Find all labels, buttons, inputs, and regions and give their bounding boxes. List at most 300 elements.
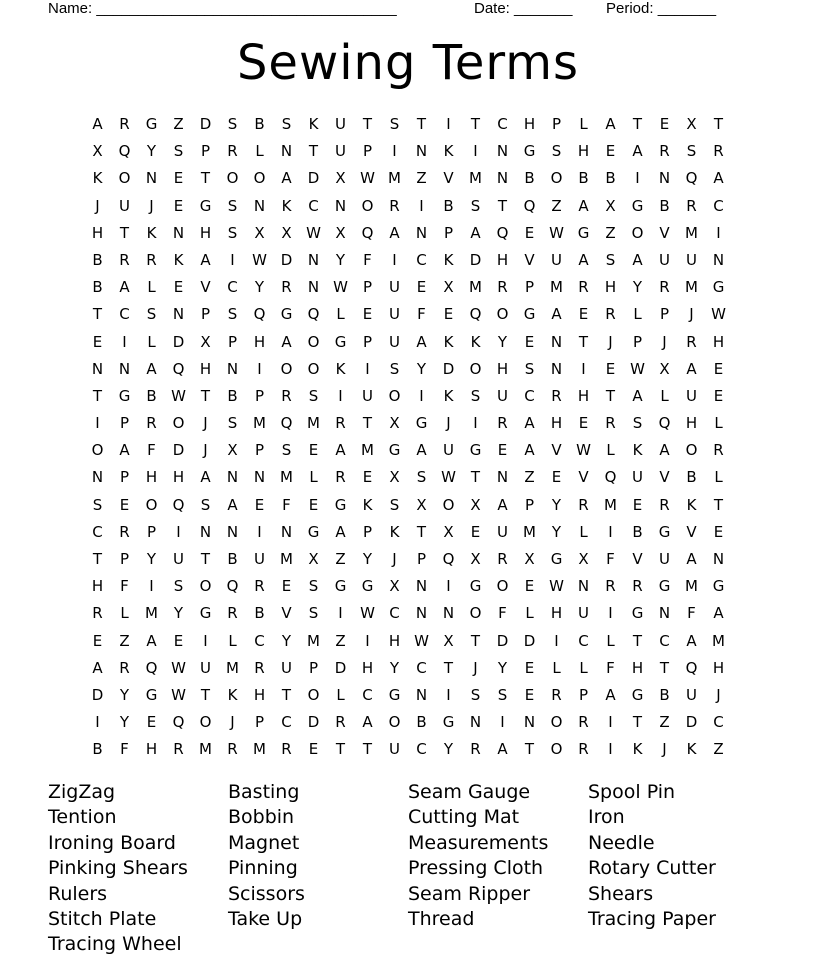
grid-letter: P	[119, 414, 130, 433]
grid-letter: A	[686, 359, 697, 378]
grid-letter: S	[524, 359, 535, 378]
grid-letter: K	[308, 115, 319, 133]
grid-letter: A	[119, 441, 130, 460]
grid-letter: N	[442, 604, 455, 623]
grid-letter: S	[686, 142, 697, 161]
grid-letter: E	[524, 332, 535, 351]
grid-letter: T	[659, 658, 670, 677]
grid-letter: E	[254, 495, 265, 514]
header	[48, 0, 768, 20]
grid-letter: E	[362, 468, 373, 487]
grid-letter: A	[686, 550, 697, 568]
grid-letter: I	[338, 386, 343, 405]
grid-letter: V	[443, 169, 454, 188]
grid-letter: M	[550, 278, 563, 297]
grid-letter: O	[307, 359, 320, 378]
grid-letter: L	[147, 278, 156, 297]
grid-letter: I	[365, 359, 370, 378]
grid-letter: R	[497, 278, 508, 297]
grid-letter: R	[254, 658, 265, 677]
grid-letter: H	[550, 414, 563, 433]
grid-letter: P	[227, 332, 238, 351]
grid-letter: C	[281, 713, 292, 732]
grid-letter: F	[606, 658, 615, 677]
grid-letter: C	[497, 115, 508, 133]
grid-letter: E	[173, 631, 184, 650]
grid-letter: S	[173, 142, 184, 161]
grid-letter: B	[605, 169, 616, 188]
grid-letter: N	[280, 142, 293, 161]
grid-letter: S	[308, 386, 319, 405]
grid-letter: U	[389, 740, 400, 759]
grid-letter: O	[91, 441, 104, 460]
grid-letter: E	[443, 305, 454, 324]
grid-letter: I	[149, 577, 154, 596]
word-bank-item: Pinning	[228, 857, 298, 880]
grid-letter: O	[199, 577, 212, 596]
grid-letter: M	[361, 441, 374, 460]
grid-letter: K	[227, 685, 238, 704]
grid-letter: U	[686, 250, 697, 269]
grid-letter: V	[551, 441, 562, 460]
grid-letter: A	[605, 115, 616, 133]
grid-letter: A	[146, 631, 157, 650]
grid-letter: H	[145, 468, 158, 487]
grid-letter: S	[227, 305, 238, 324]
grid-letter: H	[199, 359, 212, 378]
grid-letter: N	[172, 305, 185, 324]
grid-letter: U	[119, 196, 130, 215]
grid-letter: I	[338, 604, 343, 623]
grid-letter: G	[118, 386, 131, 405]
grid-letter: T	[362, 414, 373, 433]
grid-letter: R	[605, 414, 616, 433]
word-bank-item: Basting	[228, 781, 300, 803]
grid-letter: W	[441, 468, 456, 487]
grid-letter: A	[200, 468, 211, 487]
grid-letter: X	[92, 142, 103, 161]
grid-letter: X	[578, 550, 589, 568]
grid-letter: L	[579, 522, 588, 541]
grid-letter: Y	[551, 522, 562, 541]
grid-letter: N	[253, 196, 266, 215]
grid-letter: R	[605, 305, 616, 324]
grid-letter: V	[524, 250, 535, 269]
grid-letter: J	[95, 196, 100, 215]
grid-letter: R	[659, 278, 670, 297]
grid-letter: H	[631, 658, 644, 677]
grid-letter: Z	[335, 631, 346, 650]
grid-letter: T	[200, 550, 211, 568]
grid-letter: Q	[685, 169, 698, 188]
grid-letter: M	[280, 468, 293, 487]
grid-letter: D	[172, 332, 185, 351]
word-bank-item: Needle	[588, 831, 655, 854]
grid-letter: M	[307, 414, 320, 433]
grid-letter: A	[146, 359, 157, 378]
grid-letter: N	[496, 169, 509, 188]
grid-letter: B	[92, 278, 103, 297]
grid-letter: P	[416, 550, 427, 568]
grid-letter: R	[335, 468, 346, 487]
grid-letter: W	[549, 577, 564, 596]
grid-letter: T	[713, 495, 724, 514]
grid-letter: I	[419, 196, 424, 215]
grid-letter: G	[415, 414, 428, 433]
grid-letter: O	[118, 169, 131, 188]
grid-letter: Y	[551, 495, 562, 514]
grid-letter: I	[95, 713, 100, 732]
grid-letter: Q	[523, 196, 536, 215]
grid-letter: Q	[118, 142, 131, 161]
grid-letter: W	[630, 359, 645, 378]
grid-letter: Q	[442, 550, 455, 568]
grid-letter: Y	[389, 658, 400, 677]
grid-letter: R	[686, 332, 697, 351]
grid-letter: R	[227, 604, 238, 623]
grid-letter: D	[469, 250, 482, 269]
grid-letter: P	[551, 115, 562, 133]
grid-letter: G	[577, 223, 590, 242]
grid-letter: R	[686, 196, 697, 215]
grid-letter: Q	[145, 658, 158, 677]
grid-letter: A	[632, 386, 643, 405]
grid-letter: T	[362, 115, 373, 133]
grid-letter: Q	[658, 414, 671, 433]
grid-letter: A	[659, 441, 670, 460]
grid-letter: L	[120, 604, 129, 623]
grid-letter: H	[685, 414, 698, 433]
grid-letter: E	[416, 278, 427, 297]
grid-letter: N	[253, 468, 266, 487]
grid-letter: P	[254, 386, 265, 405]
grid-letter: C	[416, 658, 427, 677]
grid-letter: P	[308, 658, 319, 677]
grid-letter: K	[686, 495, 697, 514]
grid-letter: C	[713, 713, 724, 732]
grid-letter: Z	[335, 550, 346, 568]
grid-letter: I	[581, 359, 586, 378]
grid-letter: I	[446, 685, 451, 704]
grid-letter: U	[389, 278, 400, 297]
grid-letter: L	[525, 604, 534, 623]
grid-letter: K	[146, 223, 157, 242]
grid-letter: U	[335, 115, 346, 133]
grid-letter: R	[497, 550, 508, 568]
grid-letter: N	[712, 250, 725, 269]
grid-letter: H	[577, 142, 590, 161]
grid-letter: M	[253, 414, 266, 433]
grid-letter: D	[280, 250, 293, 269]
grid-letter: T	[470, 115, 481, 133]
grid-letter: T	[632, 631, 643, 650]
grid-letter: E	[308, 495, 319, 514]
grid-letter: O	[685, 441, 698, 460]
word-bank-item: Seam Gauge	[408, 781, 531, 803]
grid-letter: E	[470, 522, 481, 541]
grid-letter: X	[227, 441, 238, 460]
grid-letter: I	[257, 522, 262, 541]
grid-letter: K	[281, 196, 292, 215]
grid-letter: O	[442, 495, 455, 514]
grid-letter: S	[173, 577, 184, 596]
grid-letter: R	[578, 495, 589, 514]
grid-letter: Y	[632, 278, 643, 297]
grid-letter: S	[497, 685, 508, 704]
grid-letter: H	[496, 359, 509, 378]
grid-letter: X	[200, 332, 211, 351]
grid-letter: A	[632, 142, 643, 161]
grid-letter: R	[470, 740, 481, 759]
grid-letter: P	[578, 685, 589, 704]
grid-letter: E	[119, 495, 130, 514]
grid-letter: G	[469, 441, 482, 460]
grid-letter: O	[199, 713, 212, 732]
grid-letter: C	[713, 196, 724, 215]
grid-letter: K	[443, 386, 454, 405]
grid-letter: P	[632, 332, 643, 351]
grid-letter: O	[496, 577, 509, 596]
grid-letter: W	[333, 278, 348, 297]
grid-letter: P	[119, 550, 130, 568]
word-bank-item: Rotary Cutter	[588, 857, 716, 880]
grid-letter: E	[362, 305, 373, 324]
grid-letter: G	[145, 115, 158, 133]
grid-letter: Q	[469, 305, 482, 324]
grid-letter: Z	[713, 740, 724, 759]
grid-letter: H	[523, 115, 536, 133]
grid-letter: Q	[172, 359, 185, 378]
grid-letter: N	[550, 332, 563, 351]
grid-letter: C	[389, 604, 400, 623]
grid-letter: Q	[496, 223, 509, 242]
grid-letter: T	[281, 685, 292, 704]
grid-letter: N	[577, 577, 590, 596]
grid-letter: Z	[416, 169, 427, 188]
grid-letter: O	[469, 359, 482, 378]
grid-letter: R	[281, 278, 292, 297]
grid-letter: R	[578, 278, 589, 297]
grid-letter: N	[307, 250, 320, 269]
grid-letter: L	[336, 685, 345, 704]
grid-letter: U	[443, 441, 454, 460]
grid-letter: P	[362, 142, 373, 161]
grid-letter: K	[92, 169, 103, 188]
grid-letter: Y	[335, 250, 346, 269]
grid-letter: F	[282, 495, 291, 514]
word-bank-item: Tracing Wheel	[48, 933, 182, 956]
grid-letter: Q	[604, 468, 617, 487]
grid-letter: S	[470, 685, 481, 704]
grid-letter: L	[228, 631, 237, 650]
grid-letter: U	[389, 332, 400, 351]
grid-letter: B	[92, 250, 103, 269]
grid-letter: I	[419, 386, 424, 405]
grid-letter: G	[658, 577, 671, 596]
grid-letter: A	[497, 495, 508, 514]
grid-letter: S	[281, 441, 292, 460]
date-field: Date: _______	[474, 0, 573, 17]
grid-letter: T	[200, 169, 211, 188]
grid-letter: O	[631, 223, 644, 242]
grid-letter: E	[173, 278, 184, 297]
grid-letter: E	[497, 441, 508, 460]
grid-letter: S	[146, 305, 157, 324]
grid-letter: A	[92, 658, 103, 677]
grid-letter: S	[92, 495, 103, 514]
grid-letter: X	[389, 414, 400, 433]
grid-letter: U	[686, 685, 697, 704]
grid-letter: H	[91, 577, 104, 596]
grid-letter: F	[363, 250, 372, 269]
grid-letter: K	[632, 740, 643, 759]
grid-letter: Q	[685, 658, 698, 677]
grid-letter: Q	[280, 414, 293, 433]
grid-letter: U	[497, 386, 508, 405]
grid-letter: G	[334, 495, 347, 514]
grid-letter: M	[469, 278, 482, 297]
word-bank-item: Iron	[588, 806, 625, 829]
grid-letter: B	[632, 522, 643, 541]
grid-letter: N	[496, 468, 509, 487]
grid-letter: K	[173, 250, 184, 269]
grid-letter: Y	[416, 359, 427, 378]
grid-letter: E	[632, 495, 643, 514]
grid-letter: H	[253, 332, 266, 351]
grid-letter: F	[498, 604, 507, 623]
grid-letter: I	[95, 414, 100, 433]
grid-letter: D	[496, 631, 509, 650]
grid-letter: P	[659, 305, 670, 324]
grid-letter: S	[227, 414, 238, 433]
grid-letter: N	[280, 522, 293, 541]
grid-letter: T	[632, 713, 643, 732]
grid-letter: G	[631, 196, 644, 215]
grid-letter: R	[227, 142, 238, 161]
grid-letter: G	[712, 278, 725, 297]
grid-letter: X	[281, 223, 292, 242]
grid-letter: L	[552, 658, 561, 677]
grid-letter: R	[146, 414, 157, 433]
grid-letter: G	[334, 577, 347, 596]
grid-letter: B	[443, 196, 454, 215]
grid-letter: O	[280, 359, 293, 378]
grid-letter: U	[281, 658, 292, 677]
grid-letter: I	[608, 604, 613, 623]
grid-letter: I	[554, 631, 559, 650]
grid-letter: E	[146, 713, 157, 732]
grid-letter: R	[92, 604, 103, 623]
grid-letter: D	[685, 713, 698, 732]
grid-letter: E	[659, 115, 670, 133]
name-field: Name: ____________________________________	[48, 0, 397, 17]
grid-letter: R	[146, 250, 157, 269]
grid-letter: T	[308, 142, 319, 161]
grid-letter: W	[360, 604, 375, 623]
grid-letter: R	[173, 740, 184, 759]
grid-letter: A	[92, 115, 103, 133]
grid-letter: N	[415, 604, 428, 623]
grid-letter: U	[659, 550, 670, 568]
grid-letter: J	[689, 305, 694, 324]
grid-letter: N	[658, 604, 671, 623]
grid-letter: S	[227, 196, 238, 215]
grid-letter: G	[388, 685, 401, 704]
grid-letter: Z	[605, 223, 616, 242]
grid-letter: S	[605, 250, 616, 269]
grid-letter: X	[254, 223, 265, 242]
grid-letter: R	[551, 386, 562, 405]
grid-letter: L	[579, 115, 588, 133]
word-bank-item: Ironing Board	[48, 831, 176, 854]
grid-letter: M	[469, 169, 482, 188]
grid-letter: D	[523, 631, 536, 650]
grid-letter: Q	[253, 305, 266, 324]
word-bank-item: Take Up	[228, 908, 303, 930]
grid-letter: A	[578, 196, 589, 215]
grid-letter: L	[714, 468, 723, 487]
word-bank-item: Scissors	[228, 882, 305, 905]
grid-letter: T	[92, 305, 103, 324]
grid-letter: X	[605, 196, 616, 215]
grid-letter: M	[226, 658, 239, 677]
grid-letter: C	[416, 740, 427, 759]
grid-letter: J	[392, 550, 397, 568]
grid-letter: G	[307, 522, 320, 541]
grid-letter: A	[686, 631, 697, 650]
grid-letter: H	[550, 604, 563, 623]
grid-letter: Q	[172, 495, 185, 514]
grid-letter: E	[713, 359, 724, 378]
grid-letter: M	[712, 631, 725, 650]
grid-letter: M	[199, 740, 212, 759]
grid-letter: W	[252, 250, 267, 269]
word-bank-item: Shears	[588, 882, 654, 905]
grid-letter: I	[122, 332, 127, 351]
grid-letter: P	[200, 142, 211, 161]
grid-letter: L	[579, 658, 588, 677]
grid-letter: G	[712, 577, 725, 596]
grid-letter: E	[524, 223, 535, 242]
grid-letter: G	[631, 685, 644, 704]
grid-letter: B	[686, 468, 697, 487]
grid-letter: I	[365, 631, 370, 650]
grid-letter: B	[659, 685, 670, 704]
grid-letter: X	[686, 115, 697, 133]
grid-letter: E	[578, 305, 589, 324]
grid-letter: T	[632, 115, 643, 133]
grid-letter: A	[524, 414, 535, 433]
grid-letter: G	[523, 142, 536, 161]
grid-letter: X	[308, 550, 319, 568]
grid-letter: K	[443, 332, 454, 351]
grid-letter: B	[227, 550, 238, 568]
grid-letter: L	[336, 305, 345, 324]
grid-letter: P	[200, 305, 211, 324]
grid-letter: H	[496, 250, 509, 269]
grid-letter: R	[605, 577, 616, 596]
grid-letter: Y	[119, 713, 130, 732]
grid-letter: X	[443, 522, 454, 541]
grid-letter: J	[149, 196, 154, 215]
grid-letter: C	[659, 631, 670, 650]
grid-letter: M	[685, 223, 698, 242]
grid-letter: X	[524, 550, 535, 568]
grid-letter: T	[578, 332, 589, 351]
grid-letter: R	[389, 196, 400, 215]
grid-letter: C	[362, 685, 373, 704]
grid-letter: A	[713, 604, 724, 623]
